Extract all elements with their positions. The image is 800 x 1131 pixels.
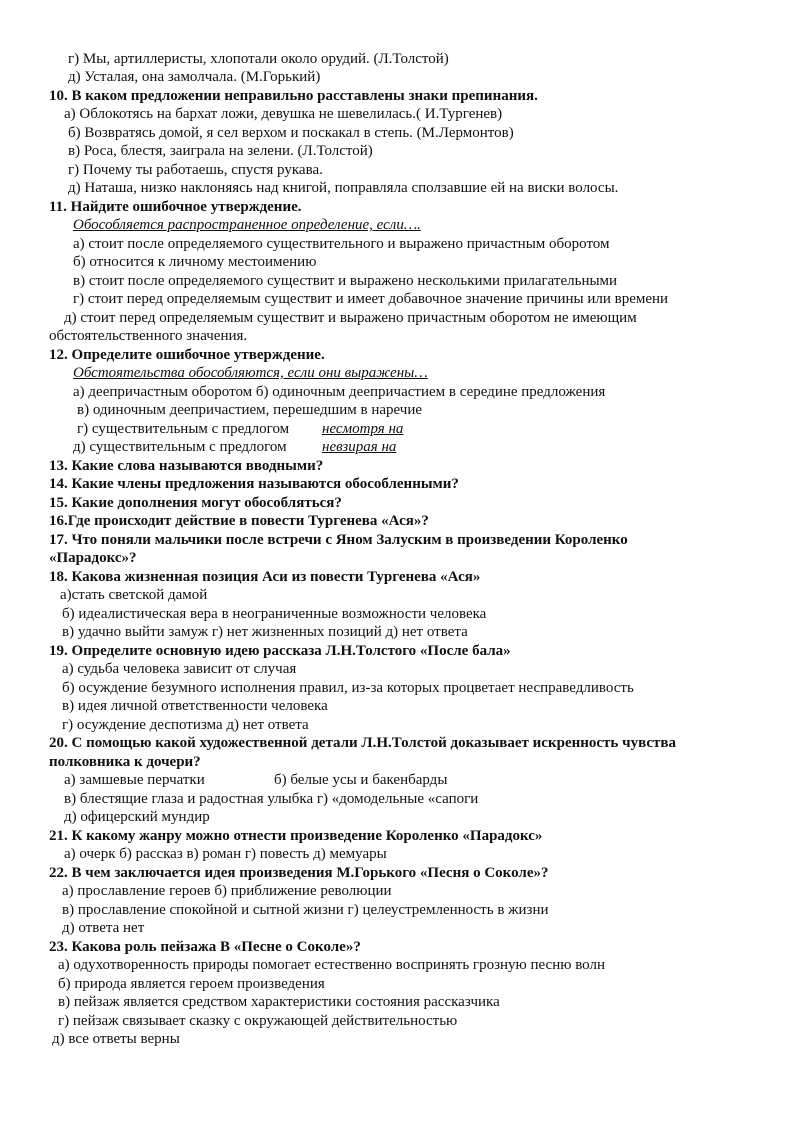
question-heading: 14. Какие члены предложения называются обособленными? <box>49 476 459 492</box>
text-line: д) Наташа, низко наклоняясь над книгой, поправляла сползавшие ей на виски волосы. <box>68 180 619 196</box>
text-line: б) осуждение безумного исполнения правил, из-за которых процветает несправедливость <box>62 680 634 696</box>
text-line: г) осуждение деспотизма д) нет ответа <box>62 717 309 733</box>
question-heading: 16.Где происходит действие в повести Тургенева «Ася»? <box>49 513 429 529</box>
text-line: в) пейзаж является средством характеристики состояния рассказчика <box>58 994 500 1010</box>
question-heading: 23. Какова роль пейзажа В «Песне о Соколе»? <box>49 939 361 955</box>
text-line: а) замшевые перчатки <box>64 772 205 788</box>
text-line: а) очерк б) рассказ в) роман г) повесть д) мемуары <box>64 846 387 862</box>
question-heading: 20. С помощью какой художественной детали Л.Н.Толстой доказывает искренность чувства <box>49 735 676 751</box>
text-line: а) деепричастным оборотом б) одиночным деепричастием в середине предложения <box>73 384 606 400</box>
text-line: обстоятельственного значения. <box>49 328 248 344</box>
text-line: а) одухотворенность природы помогает естественно воспринять грозную песню волн <box>58 957 605 973</box>
text-line: б) Возвратясь домой, я сел верхом и поскакал в степь. (М.Лермонтов) <box>68 125 514 141</box>
text-line: д) Усталая, она замолчала. (М.Горький) <box>68 69 321 85</box>
text-line: г) Мы, артиллеристы, хлопотали около орудий. (Л.Толстой) <box>68 51 449 67</box>
text-line: д) ответа нет <box>62 920 145 936</box>
text-line: а) прославление героев б) приближение революции <box>62 883 392 899</box>
question-heading: 10. В каком предложении неправильно расставлены знаки препинания. <box>49 88 538 104</box>
text-line: в) Роса, блестя, заиграла на зелени. (Л.Толстой) <box>68 143 373 159</box>
emphasis-text: несмотря на <box>322 421 404 437</box>
question-heading: 22. В чем заключается идея произведения М.Горького «Песня о Соколе»? <box>49 865 549 881</box>
text-line: б) относится к личному местоимению <box>73 254 317 270</box>
question-subtitle: Обособляется распространенное определение, если…. <box>73 217 421 233</box>
emphasis-text: невзирая на <box>322 439 397 455</box>
question-heading: 13. Какие слова называются вводными? <box>49 458 324 474</box>
question-heading: 12. Определите ошибочное утверждение. <box>49 347 325 363</box>
question-heading: полковника к дочери? <box>49 754 201 770</box>
text-line: г) пейзаж связывает сказку с окружающей действительностью <box>58 1013 458 1029</box>
text-line: в) удачно выйти замуж г) нет жизненных позиций д) нет ответа <box>62 624 468 640</box>
question-heading: 21. К какому жанру можно отнести произведение Короленко «Парадокс» <box>49 828 543 844</box>
question-heading: 18. Какова жизненная позиция Аси из повести Тургенева «Ася» <box>49 569 481 585</box>
text-line: д) офицерский мундир <box>64 809 210 825</box>
text-line: г) существительным с предлогом <box>77 421 290 437</box>
text-line: в) стоит после определяемого существит и выражено несколькими прилагательными <box>73 273 618 289</box>
text-line: д) существительным с предлогом <box>73 439 287 455</box>
question-heading: 11. Найдите ошибочное утверждение. <box>49 199 302 215</box>
question-heading: «Парадокс»? <box>49 550 137 566</box>
text-line: а) стоит после определяемого существительного и выражено причастным оборотом <box>73 236 610 252</box>
text-line: в) идея личной ответственности человека <box>62 698 328 714</box>
text-line: в) прославление спокойной и сытной жизни г) целеустремленность в жизни <box>62 902 549 918</box>
text-line: а) Облокотясь на бархат ложи, девушка не шевелилась.( И.Тургенев) <box>64 106 503 122</box>
question-heading: 15. Какие дополнения могут обособляться? <box>49 495 342 511</box>
text-line: а) судьба человека зависит от случая <box>62 661 297 677</box>
text-line: в) одиночным деепричастием, перешедшим в наречие <box>77 402 423 418</box>
text-line: в) блестящие глаза и радостная улыбка г) «домодельные «сапоги <box>64 791 479 807</box>
text-line: б) белые усы и бакенбарды <box>274 772 448 788</box>
text-line: а)стать светской дамой <box>60 587 208 603</box>
text-line: б) природа является героем произведения <box>58 976 325 992</box>
question-heading: 17. Что поняли мальчики после встречи с Яном Залуским в произведении Короленко <box>49 532 628 548</box>
text-line: д) стоит перед определяемым существит и выражено причастным оборотом не имеющим <box>64 310 637 326</box>
text-line: д) все ответы верны <box>52 1031 180 1047</box>
text-line: г) стоит перед определяемым существит и имеет добавочное значение причины или времени <box>73 291 669 307</box>
question-subtitle: Обстоятельства обособляются, если они выражены… <box>73 365 428 381</box>
text-line: г) Почему ты работаешь, спустя рукава. <box>68 162 323 178</box>
text-line: б) идеалистическая вера в неограниченные возможности человека <box>62 606 487 622</box>
question-heading: 19. Определите основную идею рассказа Л.Н.Толстого «После бала» <box>49 643 511 659</box>
